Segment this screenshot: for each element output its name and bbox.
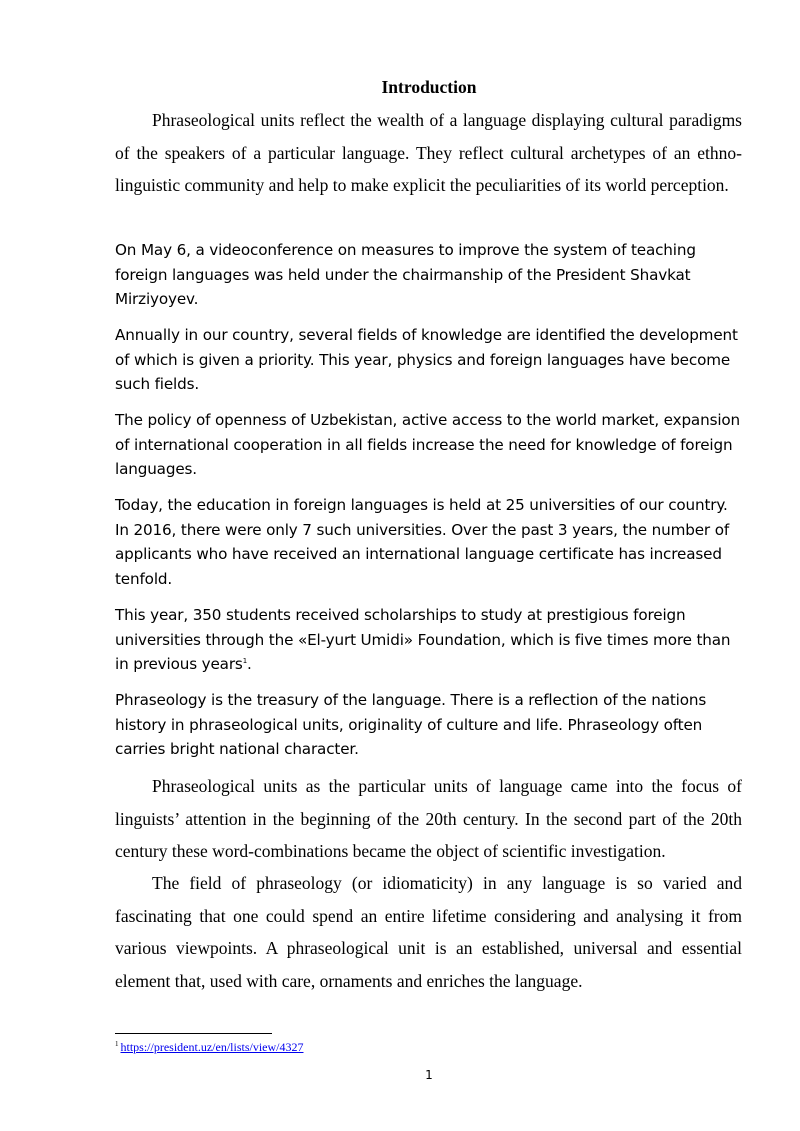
paragraph-units: Phraseological units as the particular units of language came into the focus of linguists’ attention in the beginning of the 20th century. In the second part of the 20th century these word-combinations became the object of scientific investigation. (115, 776, 742, 861)
footnote (115, 1039, 303, 1055)
paragraph-scholarships (115, 603, 742, 677)
paragraph-policy: The policy of openness of Uzbekistan, active access to the world market, expansion of international cooperation in all fields increase the need for knowledge of foreign languages. (115, 411, 741, 478)
paragraph-videoconference: On May 6, a videoconference on measures to improve the system of teaching foreign languages was held under the chairmanship of the President Shavkat Mirziyoyev. (115, 241, 696, 308)
footnote-link[interactable]: https://president.uz/en/lists/view/4327 (120, 1040, 304, 1054)
paragraph-today: Today, the education in foreign languages is held at 25 universities of our country. In 2016, there were only 7 such universities. Over the past 3 years, the number of applicants who have received an international language certificate has increased tenfold. (115, 496, 730, 588)
paragraph-annually: Annually in our country, several fields of knowledge are identified the development of which is given a priority. This year, physics and foreign languages have become such fields. (115, 326, 738, 393)
footnote-separator (115, 1033, 272, 1034)
paragraph-field: The field of phraseology (or idiomaticity) in any language is so varied and fascinating that one could spend an entire lifetime considering and analysing it from various viewpoints. A phraseological unit is an established, universal and essential element that, used with care, ornaments and enriches the language. (115, 873, 742, 991)
footnote-reference[interactable]: 1 (242, 656, 247, 665)
scholarships-end: . (247, 655, 252, 673)
paragraph-treasury: Phraseology is the treasury of the language. There is a reflection of the nations history in phraseological units, originality of culture and life. Phraseology often carries bright national character. (115, 691, 707, 758)
page-title: Introduction (381, 77, 477, 97)
scholarships-text: This year, 350 students received scholarships to study at prestigious foreign universities through the «El-yurt Umidi» Foundation, which is five times more than in previous years (115, 606, 731, 673)
page-number: 1 (425, 1068, 433, 1082)
footnote-marker: 1 (115, 1040, 119, 1048)
paragraph-intro: Phraseological units reflect the wealth of a language displaying cultural paradigms of the speakers of a particular language. They reflect cultural archetypes of an ethno-linguistic community and help to make explicit the peculiarities of its world perception. (115, 110, 742, 195)
